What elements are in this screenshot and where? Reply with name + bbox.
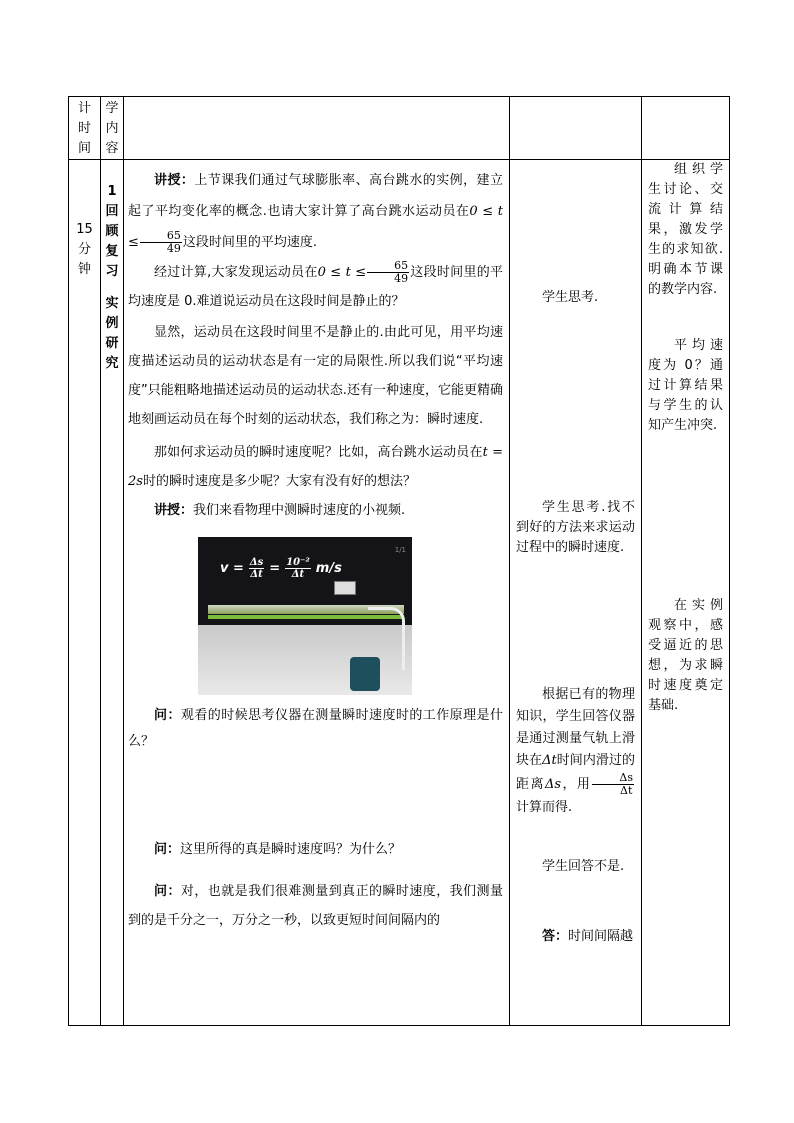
paragraph-5: [124, 496, 509, 525]
fraction-denominator: 49: [394, 272, 409, 285]
formula-text: =: [269, 560, 281, 576]
header-intent-cell: [642, 97, 730, 160]
video-formula: [220, 557, 342, 580]
fraction-numerator: Δs: [249, 557, 264, 568]
paragraph-text: 观看的时候思考仪器在测量瞬时速度时的工作原理是什么？: [128, 708, 503, 749]
teacher-activity-cell: [124, 160, 510, 1026]
video-counter: 1/1: [394, 546, 406, 554]
paragraph-3: [124, 318, 509, 434]
keyword-question: 问：: [154, 842, 181, 857]
header-char: 时: [77, 121, 91, 136]
intent-note: 在实例观察中，感受逼近的思想，为求瞬时速度奠定基础.: [648, 598, 723, 713]
keyword-lecture: 讲授：: [154, 173, 195, 188]
header-char: 学: [105, 101, 119, 116]
time-cell: [69, 160, 101, 1026]
time-unit: 钟: [77, 262, 91, 277]
math-delta-s: Δs: [544, 777, 561, 792]
body-row: [69, 160, 730, 1026]
paragraph-4: [124, 438, 509, 496]
formula-fraction: [285, 557, 311, 580]
student-note: [510, 684, 641, 819]
header-content: [101, 97, 124, 160]
intent-note: 组织学生讨论、交流计算结果，激发学生的求知欲.明确本节课的教学内容.: [648, 162, 723, 297]
header-char: 间: [77, 141, 91, 156]
math-delta-t: Δt: [542, 753, 557, 768]
student-text: 根据已有的物理知识，学生回答仪器是通过测量气轨上滑块在: [516, 687, 635, 768]
paragraph-text: 时的瞬时速度是多少呢？大家有没有好的想法？: [142, 474, 416, 489]
paragraph-text: 这段时间里的平均速度.: [182, 235, 318, 250]
step-char: 顾: [105, 224, 119, 239]
paragraph-text: 我们来看物理中测瞬时速度的小视频.: [193, 503, 406, 518]
student-note: 学生思考.找不到好的方法来求运动过程中的瞬时速度.: [516, 500, 635, 555]
fraction-ds-dt: [592, 772, 634, 797]
formula-fraction: [249, 557, 264, 580]
fraction-denominator: Δt: [620, 784, 633, 797]
math-range: 0 ≤ t ≤: [317, 265, 367, 280]
paragraph-7: [124, 837, 509, 863]
formula-text: v =: [220, 560, 244, 576]
student-note: [510, 927, 641, 947]
time-value: 15: [76, 222, 93, 237]
step-char: 习: [105, 264, 119, 279]
student-note: 学生回答不是.: [542, 859, 625, 874]
keyword-lecture: 讲授：: [154, 503, 194, 518]
header-teacher-cell: [124, 97, 510, 160]
math-time: t = 2s: [128, 445, 503, 489]
student-note: 学生思考.: [542, 290, 599, 305]
fraction-65-49: [367, 260, 409, 285]
step-char: 实: [105, 296, 119, 311]
fraction-denominator: Δt: [250, 569, 263, 580]
step-char: 研: [105, 336, 119, 351]
keyword-question: 问：: [154, 708, 181, 723]
header-char: 内: [105, 121, 119, 136]
formula-unit: m/s: [315, 560, 342, 576]
step-spacer: [101, 282, 123, 294]
step-char: 究: [105, 356, 119, 371]
fraction-65-49: [140, 230, 182, 255]
paragraph-text: 对，也就是我们很难测量到真正的瞬时速度，我们测量到的是千分之一，万分之一秒，以致更短时间间隔内的: [128, 884, 503, 928]
paragraph-1: [124, 165, 509, 258]
paragraph-text: 经过计算,大家发现运动员在: [154, 265, 318, 280]
step-char: 例: [105, 316, 119, 331]
paragraph-6: [124, 703, 509, 755]
time-unit: 分: [77, 242, 91, 257]
video-thumbnail[interactable]: [198, 537, 412, 695]
header-time: [69, 97, 101, 160]
design-intent-cell: [642, 160, 730, 1026]
paragraph-8: [124, 877, 509, 935]
student-activity-cell: [510, 160, 642, 1026]
math-range: 0 ≤ t ≤: [128, 204, 504, 250]
paragraph-text: 那如何求运动员的瞬时速度呢？比如，高台跳水运动员在: [154, 445, 483, 460]
student-text: 时间内滑过的距离: [516, 753, 635, 792]
header-student-cell: [510, 97, 642, 160]
header-char: 计: [77, 101, 91, 116]
keyword-question: 问：: [154, 884, 181, 899]
student-text: ，用: [561, 777, 592, 792]
keyword-answer: 答：: [542, 929, 569, 944]
step-char: 回: [105, 204, 119, 219]
air-pump: [350, 657, 380, 691]
paragraph-text: 上节课我们通过气球膨胀率、高台跳水的实例，建立起了平均变化率的概念.也请大家计算了高台跳水运动员在: [128, 173, 503, 219]
paragraph-text: 显然，运动员在这段时间里不是静止的.由此可见，用平均速度描述运动员的运动状态是有一定的局限性.所以我们说“平均速度”只能粗略地描述运动员的运动状态.还有一种速度，它能更精确地刻画运动员在每个时刻的运动状态，我们称之为：瞬时速度.: [128, 325, 503, 427]
fraction-denominator: 49: [166, 242, 181, 255]
lesson-plan-table: [68, 96, 730, 1026]
student-text: 时间间隔越: [568, 929, 634, 944]
step-cell: [101, 160, 124, 1026]
fraction-numerator: Δs: [592, 772, 634, 785]
paragraph-text: 这里所得的真是瞬时速度吗？为什么？: [180, 842, 402, 857]
student-text: 计算而得.: [516, 800, 573, 815]
air-track-slider: [334, 581, 356, 595]
step-char: 复: [105, 244, 119, 259]
paragraph-text: 这段时间里的平均速度是 0.难道说运动员在这段时间是静止的？: [128, 265, 503, 309]
fraction-numerator: 10⁻²: [286, 557, 310, 568]
fraction-numerator: 65: [140, 230, 182, 243]
paragraph-2: [124, 258, 509, 316]
header-row: [69, 97, 730, 160]
fraction-denominator: Δt: [291, 569, 305, 580]
intent-note: 平均速度为 0？通过计算结果与学生的认知产生冲突.: [648, 338, 723, 433]
fraction-numerator: 65: [367, 260, 409, 273]
step-number: 1: [107, 184, 117, 199]
header-char: 容: [105, 141, 119, 156]
